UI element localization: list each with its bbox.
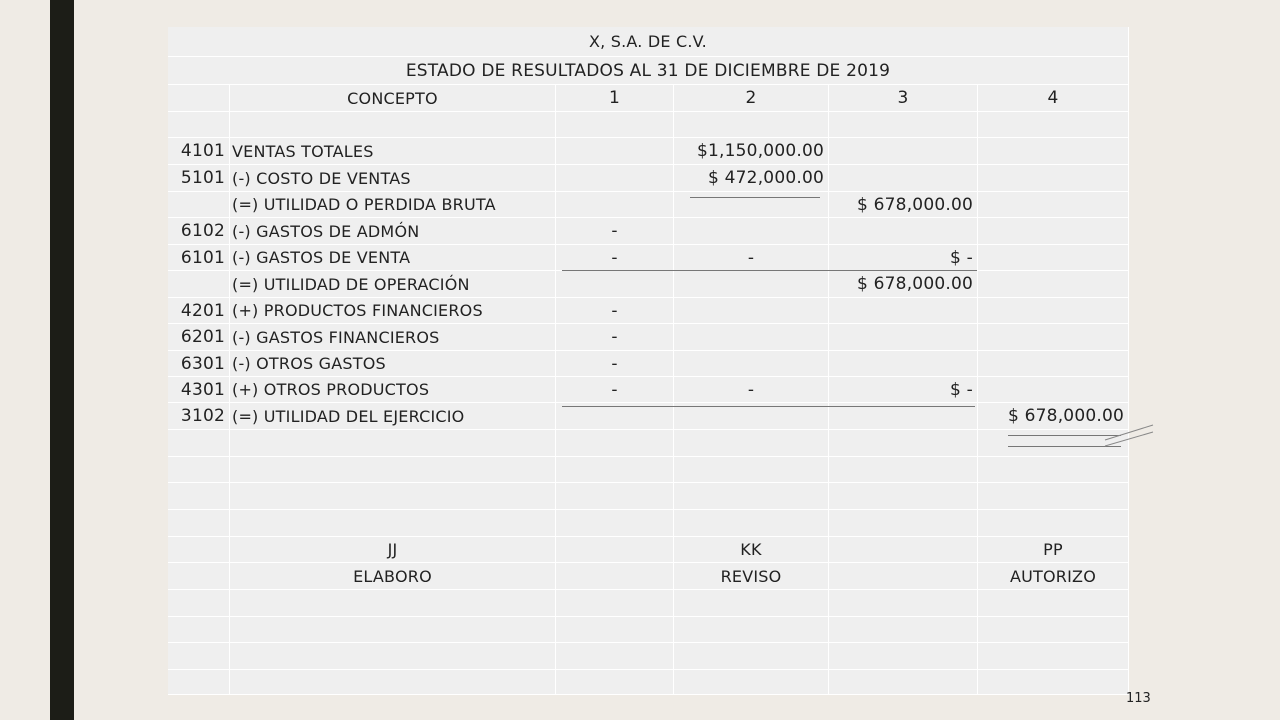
empty-cell [829, 670, 978, 695]
amount-c4-cell [978, 377, 1129, 403]
amount-c1 [556, 271, 673, 297]
amount-c4 [978, 112, 1128, 137]
concept-label: (-) OTROS GASTOS [232, 354, 386, 373]
operating-underline [562, 270, 977, 271]
amount-c1-cell [556, 483, 674, 510]
concept-cell [230, 298, 556, 324]
amount-c1: - [611, 300, 618, 321]
empty-cell [168, 617, 230, 643]
concept-label: (-) GASTOS DE VENTA [232, 248, 411, 267]
amount-c1-cell [556, 324, 674, 351]
amount-c1 [556, 112, 673, 137]
amount-c1-cell [556, 138, 674, 165]
amount-c3 [829, 430, 977, 456]
header-col3: 3 [897, 88, 909, 108]
header-col1-cell [556, 85, 674, 112]
account-cell [168, 245, 230, 271]
account-cell [168, 457, 230, 483]
amount-c2: - [747, 379, 755, 400]
amount-c3-cell [829, 483, 978, 510]
amount-c3-cell [829, 298, 978, 324]
empty-cell [230, 643, 556, 670]
amount-c1 [556, 165, 673, 191]
account-cell [168, 430, 230, 457]
amount-c2 [674, 351, 828, 376]
amount-c3-cell [829, 351, 978, 377]
account-code: 4201 [180, 300, 225, 321]
amount-c4 [978, 377, 1128, 402]
empty-cell [556, 590, 674, 617]
amount-c3-cell [829, 430, 978, 457]
concept-label: (-) GASTOS DE ADMÓN [232, 221, 420, 241]
header-col1: 1 [608, 88, 621, 108]
amount-c1 [556, 457, 673, 482]
concept-cell [230, 138, 556, 165]
amount-c2-cell [674, 403, 829, 430]
signature-cell [230, 537, 556, 563]
amount-c4 [978, 218, 1128, 244]
empty-cell [978, 670, 1129, 695]
amount-c4-cell [978, 483, 1129, 510]
concept-label: (=) UTILIDAD O PERDIDA BRUTA [232, 195, 496, 214]
empty-cell [230, 670, 556, 695]
signature-spacer-cell [168, 537, 230, 563]
amount-c3: $ - [950, 247, 973, 268]
subtotal-underline [690, 197, 820, 198]
account-code: 6201 [180, 327, 225, 347]
empty-cell [978, 617, 1129, 643]
amount-c3-cell [829, 192, 978, 218]
amount-c1-cell [556, 218, 674, 245]
amount-c3-cell [829, 324, 978, 351]
account-code: 6102 [180, 221, 225, 241]
account-code: 4301 [180, 379, 225, 400]
amount-c4-cell [978, 112, 1129, 138]
empty-cell [230, 617, 556, 643]
account-cell [168, 218, 230, 245]
amount-c1: - [611, 379, 618, 400]
concept-cell [230, 377, 556, 403]
amount-c4-cell [978, 351, 1129, 377]
company-name: X, S.A. DE C.V. [589, 32, 707, 51]
statement-title: ESTADO DE RESULTADOS AL 31 DE DICIEMBRE DE 2019 [405, 60, 891, 81]
amount-c2-cell [674, 351, 829, 377]
signature-spacer-cell [556, 537, 674, 563]
amount-c1 [556, 510, 673, 536]
amount-c1: - [611, 247, 618, 268]
amount-c4-cell [978, 510, 1129, 537]
amount-c4 [978, 324, 1128, 350]
amount-c4-cell [978, 218, 1129, 245]
amount-c1-cell [556, 192, 674, 218]
concept-cell [230, 165, 556, 192]
concept-label: (-) GASTOS FINANCIEROS [232, 327, 440, 347]
account-cell [168, 165, 230, 192]
concept-cell [230, 112, 556, 138]
header-account-cell [168, 85, 230, 112]
amount-c1-cell [556, 351, 674, 377]
header-concept-cell [230, 85, 556, 112]
amount-c4 [978, 271, 1128, 297]
concept-label: (=) UTILIDAD DEL EJERCICIO [232, 406, 465, 426]
amount-c4: $ 678,000.00 [1008, 406, 1124, 426]
net-income-underline [562, 406, 975, 407]
concept-cell [230, 271, 556, 298]
amount-c2 [674, 483, 828, 509]
concept-label: (=) UTILIDAD DE OPERACIÓN [232, 274, 470, 294]
amount-c2-cell [674, 112, 829, 138]
empty-cell [829, 590, 978, 617]
concept-label: VENTAS TOTALES [232, 141, 374, 161]
amount-c2-cell [674, 377, 829, 403]
account-cell [168, 112, 230, 138]
amount-c4-cell [978, 298, 1129, 324]
amount-c3 [829, 165, 977, 191]
signature-spacer-cell [168, 563, 230, 590]
amount-c3 [829, 112, 977, 137]
amount-c4-cell [978, 457, 1129, 483]
amount-c2 [674, 324, 828, 350]
amount-c4-cell [978, 271, 1129, 298]
empty-cell [168, 643, 230, 670]
amount-c4 [978, 192, 1128, 217]
amount-c3-cell [829, 112, 978, 138]
empty-cell [674, 643, 829, 670]
amount-c2-cell [674, 298, 829, 324]
amount-c2-cell [674, 271, 829, 298]
empty-cell [674, 670, 829, 695]
empty-cell [674, 590, 829, 617]
amount-c2-cell [674, 138, 829, 165]
amount-c2: $ 472,000.00 [708, 168, 824, 188]
amount-c2 [674, 112, 828, 137]
amount-c4-cell [978, 192, 1129, 218]
amount-c1-cell [556, 510, 674, 537]
amount-c2: - [747, 247, 755, 268]
header-col2: 2 [745, 88, 757, 108]
empty-cell [230, 590, 556, 617]
amount-c1: - [611, 327, 618, 347]
amount-c4 [978, 298, 1128, 323]
empty-cell [829, 643, 978, 670]
account-code: 4101 [180, 141, 225, 161]
title-cell [168, 57, 1129, 85]
amount-c1 [556, 430, 673, 456]
signature-initials: JJ [387, 540, 398, 559]
empty-cell [556, 617, 674, 643]
signature-initials: PP [1043, 540, 1063, 559]
page-number: 113 [1126, 691, 1151, 706]
amount-c2 [674, 457, 828, 482]
signature-cell [978, 563, 1129, 590]
account-code: 3102 [180, 406, 225, 426]
amount-c4-cell [978, 165, 1129, 192]
concept-cell [230, 457, 556, 483]
amount-c3-cell [829, 403, 978, 430]
header-col4-cell [978, 85, 1129, 112]
empty-cell [556, 643, 674, 670]
amount-c2-cell [674, 510, 829, 537]
signature-spacer-cell [829, 563, 978, 590]
signature-cell [230, 563, 556, 590]
amount-c2-cell [674, 430, 829, 457]
signature-role: AUTORIZO [1009, 566, 1096, 586]
amount-c3-cell [829, 510, 978, 537]
amount-c3-cell [829, 245, 978, 271]
amount-c3 [829, 510, 977, 536]
account-cell [168, 324, 230, 351]
amount-c4-cell [978, 138, 1129, 165]
amount-c3-cell [829, 165, 978, 192]
amount-c2 [674, 218, 828, 244]
tick-marks [1100, 422, 1160, 452]
amount-c4 [978, 245, 1128, 270]
concept-cell [230, 403, 556, 430]
empty-cell [556, 670, 674, 695]
account-cell [168, 271, 230, 298]
amount-c1-cell [556, 430, 674, 457]
company-cell [168, 27, 1129, 57]
amount-c3-cell [829, 457, 978, 483]
signature-role: ELABORO [353, 566, 432, 586]
account-code: 6101 [180, 247, 225, 268]
amount-c2 [674, 298, 828, 323]
header-col3-cell [829, 85, 978, 112]
account-cell [168, 298, 230, 324]
amount-c2 [674, 430, 828, 456]
account-cell [168, 138, 230, 165]
signature-spacer-cell [556, 563, 674, 590]
amount-c1-cell [556, 271, 674, 298]
left-accent-bar [50, 0, 74, 720]
amount-c4 [978, 138, 1128, 164]
amount-c1-cell [556, 112, 674, 138]
amount-c2-cell [674, 165, 829, 192]
amount-c2-cell [674, 457, 829, 483]
account-cell [168, 351, 230, 377]
amount-c2-cell [674, 245, 829, 271]
amount-c2 [674, 192, 828, 217]
signature-cell [674, 563, 829, 590]
amount-c3 [829, 218, 977, 244]
concept-cell [230, 245, 556, 271]
empty-cell [978, 590, 1129, 617]
concept-cell [230, 218, 556, 245]
amount-c1-cell [556, 403, 674, 430]
signature-initials: KK [740, 540, 762, 559]
header-concept: CONCEPTO [347, 88, 438, 108]
amount-c1-cell [556, 165, 674, 192]
empty-cell [674, 617, 829, 643]
amount-c2 [674, 510, 828, 536]
amount-c3-cell [829, 218, 978, 245]
amount-c2-cell [674, 483, 829, 510]
amount-c4-cell [978, 324, 1129, 351]
amount-c4-cell [978, 245, 1129, 271]
concept-cell [230, 430, 556, 457]
account-cell [168, 510, 230, 537]
amount-c1: - [611, 353, 618, 374]
amount-c2 [674, 271, 828, 297]
amount-c1 [556, 138, 673, 164]
amount-c1 [556, 192, 673, 217]
amount-c4 [978, 457, 1128, 482]
amount-c3-cell [829, 271, 978, 298]
amount-c4 [978, 351, 1128, 376]
concept-cell [230, 351, 556, 377]
concept-label: (+) PRODUCTOS FINANCIEROS [232, 301, 483, 320]
amount-c1-cell [556, 457, 674, 483]
empty-cell [829, 617, 978, 643]
empty-cell [168, 670, 230, 695]
income-statement-sheet [168, 27, 1129, 695]
account-code: 6301 [180, 353, 225, 374]
amount-c1 [556, 483, 673, 509]
account-cell [168, 377, 230, 403]
amount-c4 [978, 483, 1128, 509]
amount-c1-cell [556, 245, 674, 271]
header-col2-cell [674, 85, 829, 112]
amount-c2-cell [674, 192, 829, 218]
amount-c4 [978, 165, 1128, 191]
header-col4: 4 [1047, 88, 1059, 108]
amount-c4 [978, 510, 1128, 536]
amount-c1-cell [556, 298, 674, 324]
empty-cell [978, 643, 1129, 670]
concept-cell [230, 192, 556, 218]
signature-cell [674, 537, 829, 563]
concept-cell [230, 510, 556, 537]
empty-cell [168, 590, 230, 617]
amount-c2-cell [674, 218, 829, 245]
concept-cell [230, 483, 556, 510]
amount-c3 [829, 457, 977, 482]
amount-c3: $ 678,000.00 [857, 274, 973, 294]
amount-c3: $ - [950, 379, 973, 400]
account-code: 5101 [180, 168, 225, 188]
amount-c3 [829, 324, 977, 350]
signature-cell [978, 537, 1129, 563]
amount-c3 [829, 298, 977, 323]
amount-c3 [829, 351, 977, 376]
concept-label: (+) OTROS PRODUCTOS [232, 380, 430, 399]
amount-c3 [829, 138, 977, 164]
signature-role: REVISO [720, 566, 782, 586]
amount-c1-cell [556, 377, 674, 403]
amount-c2: $1,150,000.00 [697, 141, 824, 161]
amount-c3 [829, 483, 977, 509]
concept-label: (-) COSTO DE VENTAS [232, 168, 411, 188]
concept-cell [230, 324, 556, 351]
amount-c3: $ 678,000.00 [857, 194, 973, 215]
account-cell [168, 483, 230, 510]
account-cell [168, 403, 230, 430]
amount-c3-cell [829, 377, 978, 403]
amount-c3-cell [829, 138, 978, 165]
account-cell [168, 192, 230, 218]
amount-c1: - [611, 221, 618, 241]
signature-spacer-cell [829, 537, 978, 563]
amount-c2-cell [674, 324, 829, 351]
